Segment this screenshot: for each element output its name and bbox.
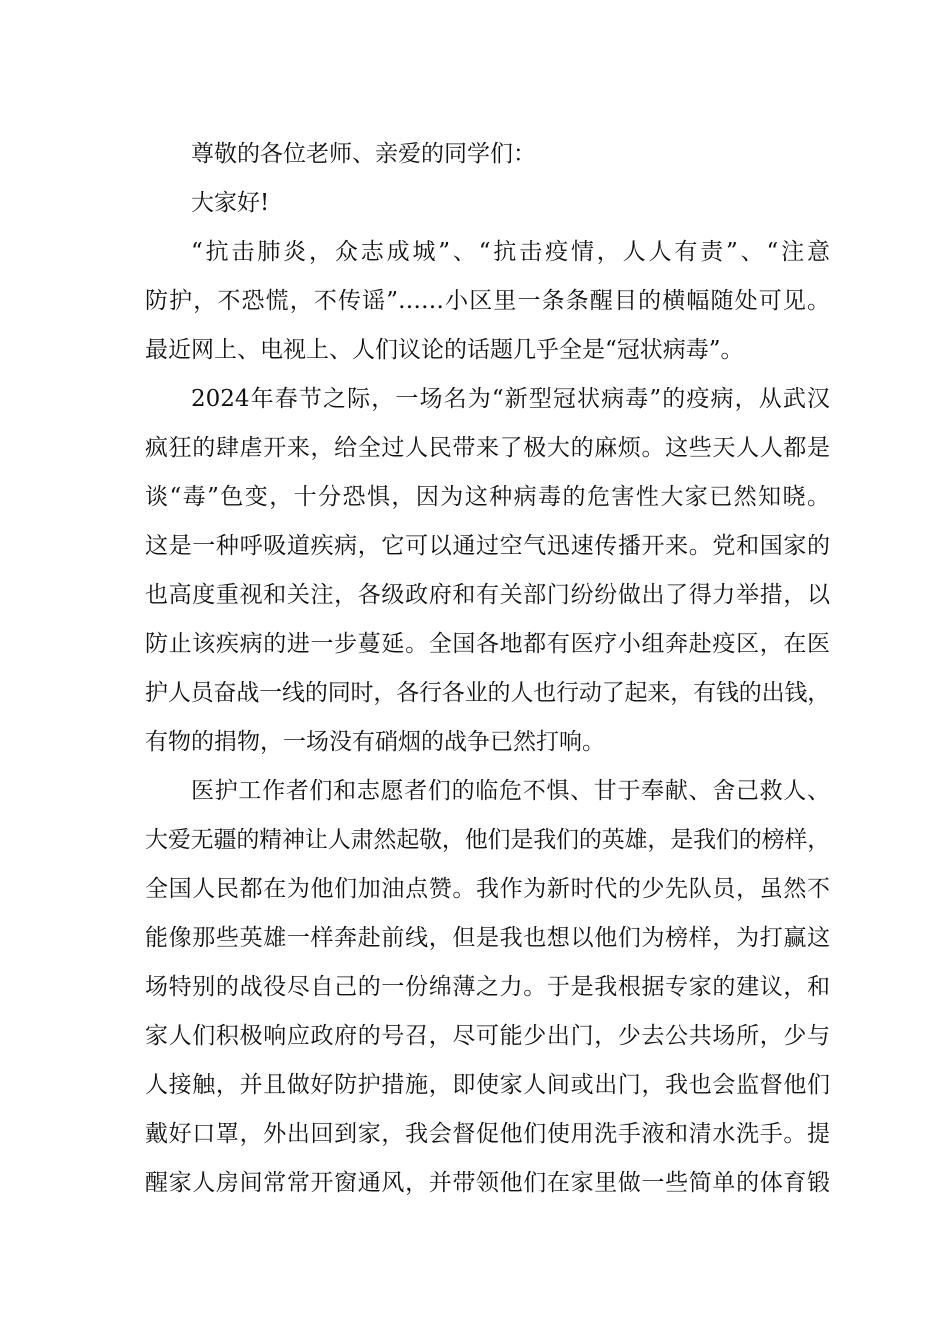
paragraph-line: 最近网上、电视上、人们议论的话题几乎全是“冠状病毒”。 <box>145 337 744 363</box>
paragraph-line: 疯狂的肆虐开来，给全过人民带来了极大的麻烦。这些天人人都是 <box>145 435 830 461</box>
paragraph-line: 也高度重视和关注，各级政府和有关部门纷纷做出了得力举措，以 <box>145 582 830 608</box>
paragraph-line: 护人员奋战一线的同时，各行各业的人也行动了起来，有钱的出钱， <box>145 680 830 706</box>
paragraph-line: 家人们积极响应政府的号召，尽可能少出门，少去公共场所，少与 <box>145 1023 830 1049</box>
paragraph-first-line: 大家好! <box>191 190 270 216</box>
paragraph-line: 能像那些英雄一样奔赴前线，但是我也想以他们为榜样，为打赢这 <box>145 925 830 951</box>
paragraph-first-line: 医护工作者们和志愿者们的临危不惧、甘于奉献、舍己救人、 <box>191 778 830 804</box>
paragraph-line: 全国人民都在为他们加油点赞。我作为新时代的少先队员，虽然不 <box>145 876 830 902</box>
paragraph-line: 人接触，并且做好防护措施，即使家人间或出门，我也会监督他们 <box>145 1072 830 1098</box>
document-body <box>145 130 830 1208</box>
paragraph-line: 有物的捐物，一场没有硝烟的战争已然打响。 <box>145 729 605 755</box>
paragraph-line: 大爱无疆的精神让人肃然起敬，他们是我们的英雄，是我们的榜样， <box>145 827 830 853</box>
paragraph-line: 谈“毒”色变，十分恐惧，因为这种病毒的危害性大家已然知晓。 <box>145 484 830 510</box>
paragraph-line: 防止该疾病的进一步蔓延。全国各地都有医疗小组奔赴疫区，在医 <box>145 631 830 657</box>
paragraph-line: 戴好口罩，外出回到家，我会督促他们使用洗手液和清水洗手。提 <box>145 1121 830 1147</box>
paragraph-line: 场特别的战役尽自己的一份绵薄之力。于是我根据专家的建议，和 <box>145 974 830 1000</box>
paragraph-line: 醒家人房间常常开窗通风，并带领他们在家里做一些简单的体育锻 <box>145 1170 830 1196</box>
paragraph-first-line: “抗击肺炎，众志成城”、“抗击疫情，人人有责”、“注意 <box>191 239 830 265</box>
paragraph-first-line: 2024年春节之际，一场名为“新型冠状病毒”的疫病，从武汉 <box>191 386 830 412</box>
paragraph-first-line: 尊敬的各位老师、亲爱的同学们： <box>191 141 536 167</box>
paragraph-line: 这是一种呼吸道疾病，它可以通过空气迅速传播开来。党和国家的 <box>145 533 830 559</box>
paragraph-line: 防护，不恐慌，不传谣”……小区里一条条醒目的横幅随处可见。 <box>145 288 830 314</box>
